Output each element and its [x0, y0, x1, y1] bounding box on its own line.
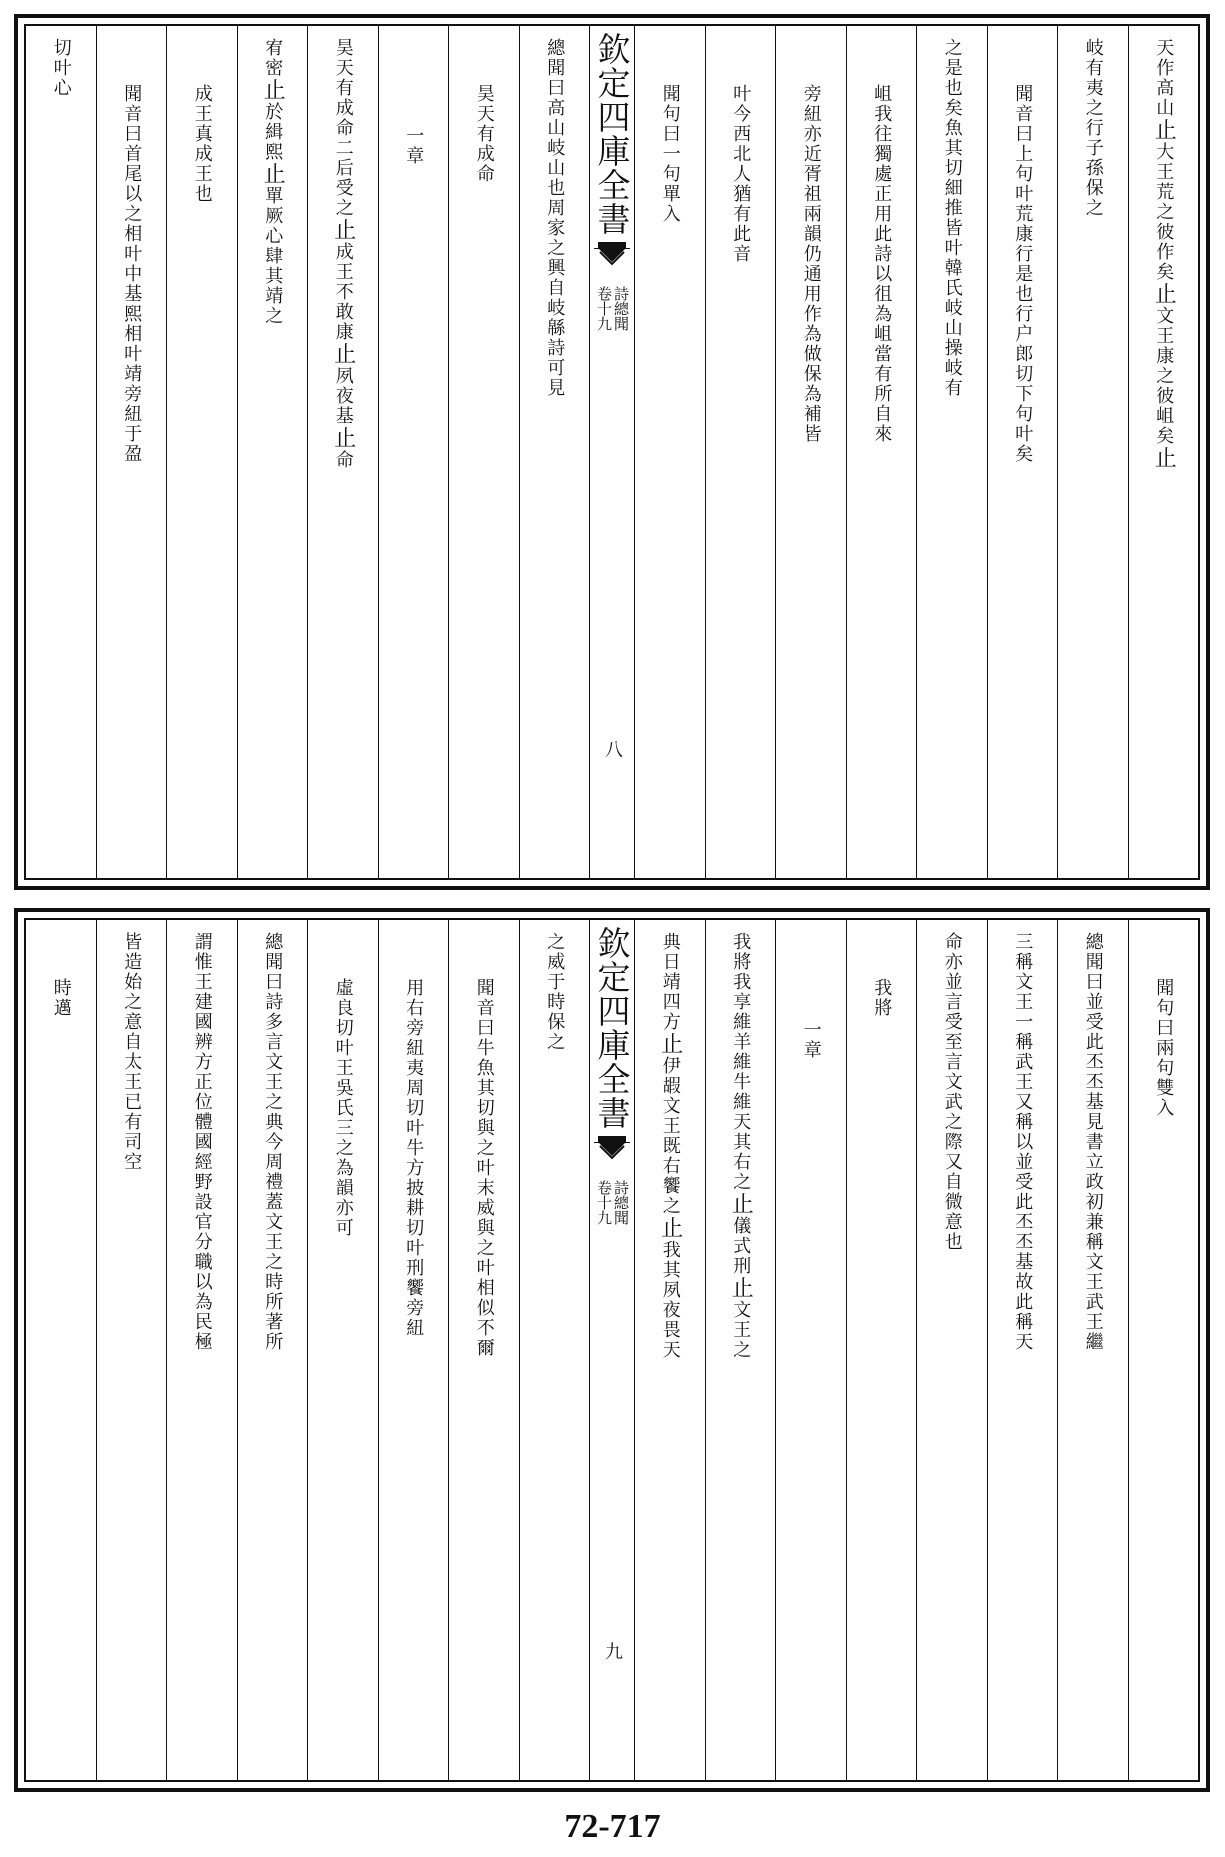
- spine-rule: [594, 1142, 630, 1143]
- text-column: [775, 920, 846, 1780]
- text-column: [987, 920, 1058, 1780]
- column-text: 一章: [800, 1020, 822, 1060]
- column-text: 我將我享維羊維牛維天其右之止儀式刑止文王之: [728, 932, 754, 1360]
- text-column: [1057, 26, 1128, 878]
- spine-title: 欽定四庫全書: [592, 926, 632, 1130]
- spine-title: 欽定四庫全書: [592, 32, 632, 236]
- column-text: 用右旁紐夷周切叶牛方披耕切叶刑饗旁紐: [403, 978, 425, 1338]
- spine-column: [589, 26, 634, 878]
- text-column: [634, 920, 705, 1780]
- page-number: 72-717: [564, 1808, 661, 1845]
- text-column: [916, 920, 987, 1780]
- text-column: [846, 920, 917, 1780]
- bottom-page-columns: [26, 920, 1198, 1780]
- column-text: 之是也矣魚其切細推皆叶韓氏岐山操岐有: [941, 38, 963, 398]
- text-column: [26, 26, 96, 878]
- text-column: [775, 26, 846, 878]
- text-column: [1057, 920, 1128, 1780]
- column-text: 典日靖四方止伊嘏文王既右饗之止我其夙夜畏天: [657, 932, 683, 1360]
- column-text: 時邁: [50, 978, 72, 1018]
- column-text: 昊天有成命: [473, 84, 495, 184]
- spine-volume: 卷十九: [595, 286, 613, 331]
- spine-rule: [594, 248, 630, 249]
- column-text: 聞音曰首尾以之相叶中基熙相叶靖旁紐于盈: [121, 84, 143, 464]
- text-column: [448, 26, 519, 878]
- text-column: [307, 26, 378, 878]
- text-column: [519, 26, 590, 878]
- top-page: [14, 14, 1210, 890]
- text-column: [166, 920, 237, 1780]
- bottom-page: [14, 908, 1210, 1792]
- column-text: 切叶心: [50, 38, 72, 98]
- spine-book-title: 詩總聞: [612, 286, 630, 331]
- spine-meta: [596, 286, 628, 331]
- column-text: 聞音曰上句叶荒康行是也行户郎切下句叶矣: [1012, 84, 1034, 464]
- column-text: 昊天有成命二后受之止成王不敢康止夙夜基止命: [330, 38, 356, 470]
- text-column: [987, 26, 1058, 878]
- text-column: [237, 920, 308, 1780]
- column-text: 天作高山止大王荒之彼作矣止文王康之彼岨矣止: [1151, 38, 1177, 470]
- column-text: 三稱文王一稱武王又稱以並受此丕丕基故此稱天: [1012, 932, 1034, 1352]
- column-text: 總聞曰高山岐山也周家之興自岐緜詩可見: [544, 38, 566, 398]
- text-column: [1128, 26, 1199, 878]
- text-column: [96, 920, 167, 1780]
- spine-meta: [596, 1180, 628, 1225]
- text-column: [846, 26, 917, 878]
- text-column: [916, 26, 987, 878]
- spine-column: [589, 920, 634, 1780]
- column-text: 岐有夷之行子孫保之: [1082, 38, 1104, 218]
- text-column: [378, 920, 449, 1780]
- text-column: [96, 26, 167, 878]
- column-text: 謂惟王建國辨方正位體國經野設官分職以為民極: [191, 932, 213, 1352]
- text-column: [705, 26, 776, 878]
- column-text: 我將: [871, 978, 893, 1018]
- column-text: 叶今西北人猶有此音: [730, 84, 752, 264]
- column-text: 總聞曰詩多言文王之典今周禮蓋文王之時所著所: [262, 932, 284, 1352]
- spine-page-number: 八: [602, 740, 623, 758]
- spine-page-number: 九: [602, 1642, 623, 1660]
- column-text: 聞句曰兩句雙入: [1153, 978, 1175, 1118]
- column-text: 一章: [403, 126, 425, 166]
- spine-volume: 卷十九: [595, 1180, 613, 1225]
- text-column: [519, 920, 590, 1780]
- text-column: [378, 26, 449, 878]
- column-text: 皆造始之意自太王已有司空: [121, 932, 143, 1172]
- column-text: 岨我往獨處正用此詩以徂為岨當有所自來: [871, 84, 893, 444]
- top-page-columns: [26, 26, 1198, 878]
- text-column: [1128, 920, 1199, 1780]
- text-column: [448, 920, 519, 1780]
- column-text: 旁紐亦近胥祖兩韻仍通用作為做保為補皆: [800, 84, 822, 444]
- column-text: 成王真成王也: [191, 84, 213, 204]
- text-column: [634, 26, 705, 878]
- text-column: [705, 920, 776, 1780]
- text-column: [26, 920, 96, 1780]
- column-text: 宥密止於緝熙止單厥心肆其靖之: [260, 38, 286, 326]
- column-text: 命亦並言受至言文武之際又自微意也: [941, 932, 963, 1252]
- text-column: [166, 26, 237, 878]
- column-text: 聞句曰一句單入: [659, 84, 681, 224]
- text-column: [307, 920, 378, 1780]
- column-text: 之威于時保之: [544, 932, 566, 1052]
- text-column: [237, 26, 308, 878]
- spine-book-title: 詩總聞: [612, 1180, 630, 1225]
- column-text: 虛良切叶王吳氏三之為韻亦可: [332, 978, 354, 1238]
- column-text: 聞音曰牛魚其切與之叶末威與之叶相似不爾: [473, 978, 495, 1358]
- column-text: 總聞曰並受此丕丕基見書立政初兼稱文王武王繼: [1082, 932, 1104, 1352]
